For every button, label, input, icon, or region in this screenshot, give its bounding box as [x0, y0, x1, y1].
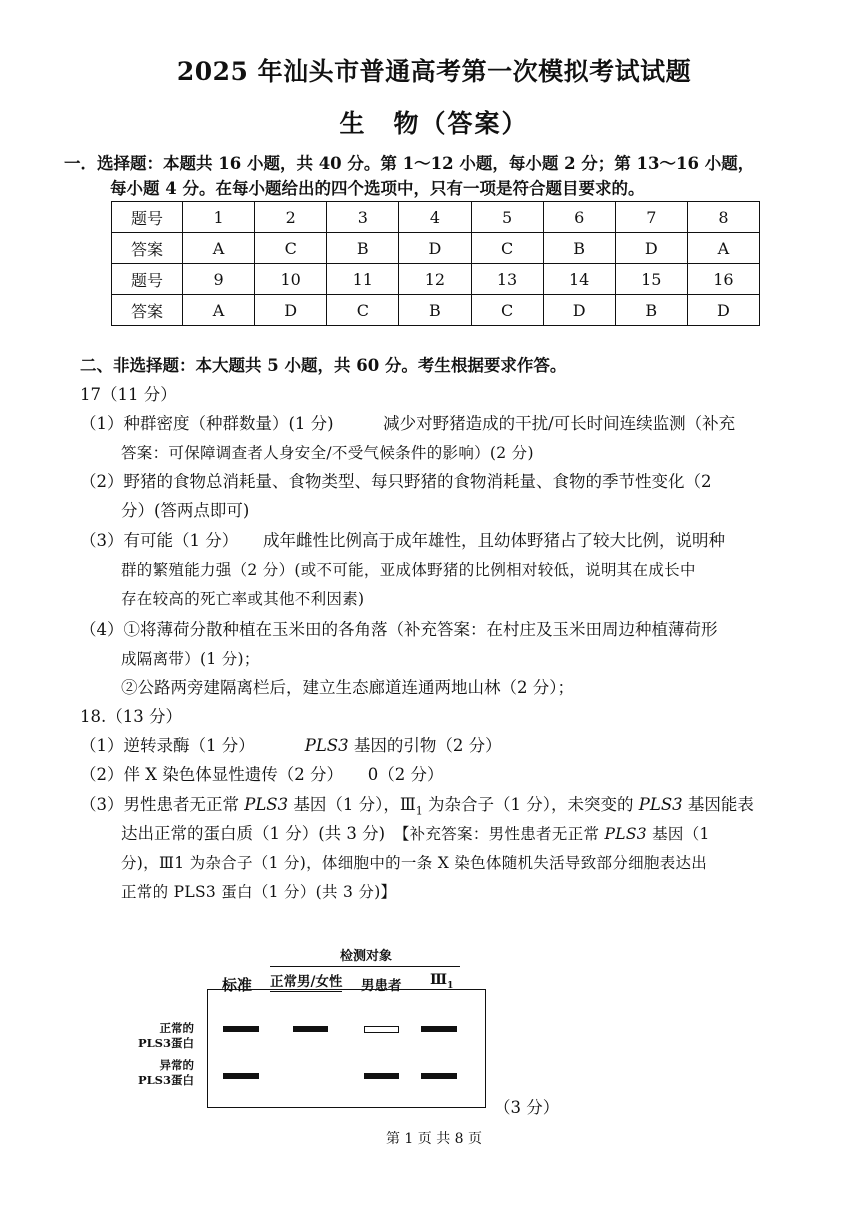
table-cell: D: [255, 295, 327, 326]
table-row: [112, 233, 760, 264]
table-cell: 8: [687, 202, 759, 233]
q18-heading: 18.（13 分）: [80, 707, 182, 726]
q18-gene-name: PLS3: [638, 795, 683, 814]
q18-answer-3b: [121, 823, 710, 845]
figure-header: 检测对象: [340, 949, 393, 964]
table-header-cell: 答案: [112, 295, 183, 326]
answer-table: [111, 201, 760, 326]
section1-line2: 每小题 4 分。在每小题给出的四个选项中，只有一项是符合题目要求的。: [110, 179, 645, 198]
q17-answer-1b: 答案：可保障调查者人身安全/不受气候条件的影响）(2 分): [121, 444, 534, 462]
column-iii1: [430, 972, 453, 991]
table-cell: C: [327, 295, 399, 326]
column-iii1-label: Ⅲ: [430, 972, 448, 988]
band-standard-normal: [223, 1026, 259, 1032]
q18-answer-2: （2）伴 X 染色体显性遗传（2 分） 0（2 分）: [80, 765, 444, 784]
table-cell: A: [183, 233, 255, 264]
table-cell: B: [327, 233, 399, 264]
row-label-abnormal-line2: PLS3蛋白: [137, 1073, 194, 1087]
table-cell: 10: [255, 264, 327, 295]
table-cell: D: [687, 295, 759, 326]
q18-text: 基因（1 分），Ⅲ: [288, 795, 416, 814]
row-label-normal-line2: PLS3蛋白: [137, 1036, 194, 1050]
table-cell: B: [615, 295, 687, 326]
table-row: [112, 264, 760, 295]
table-header-cell: 题号: [112, 264, 183, 295]
table-cell: D: [399, 233, 471, 264]
q18-text: （3）男性患者无正常: [80, 795, 245, 814]
band-patient-abnormal: [364, 1073, 399, 1079]
table-cell: C: [255, 233, 327, 264]
table-cell: 16: [687, 264, 759, 295]
table-cell: D: [615, 233, 687, 264]
q17-answer-3a: （3）有可能（1 分） 成年雌性比例高于成年雄性，且幼体野猪占了较大比例，说明种: [80, 531, 725, 550]
table-cell: 4: [399, 202, 471, 233]
q18-gene-name: PLS3: [604, 825, 647, 843]
table-cell: 6: [543, 202, 615, 233]
table-row: [112, 202, 760, 233]
table-cell: C: [471, 295, 543, 326]
band-iii1-normal: [421, 1026, 457, 1032]
q17-answer-3b: 群的繁殖能力强（2 分）(或不可能，亚成体野猪的比例相对较低，说明其在成长中: [121, 561, 696, 579]
table-cell: 13: [471, 264, 543, 295]
table-cell: 7: [615, 202, 687, 233]
section2-heading: 二、非选择题：本大题共 5 小题，共 60 分。考生根据要求作答。: [80, 356, 567, 375]
table-header-cell: 题号: [112, 202, 183, 233]
q18-gene-name: PLS3: [304, 736, 349, 755]
table-cell: C: [471, 233, 543, 264]
q18-text: 基因能表: [682, 795, 754, 814]
q17-heading: 17（11 分）: [80, 385, 177, 404]
row-label-abnormal-line1: 异常的: [159, 1058, 194, 1072]
gel-box: [207, 989, 486, 1108]
q17-answer-4b: 成隔离带）(1 分)；: [121, 650, 260, 668]
table-cell: 5: [471, 202, 543, 233]
q17-answer-1a: （1）种群密度（种群数量）(1 分) 减少对野猪造成的干扰/可长时间连续监测（补充: [80, 414, 736, 433]
table-cell: 1: [183, 202, 255, 233]
page-subtitle: 生 物（答案）: [339, 109, 529, 138]
table-cell: 15: [615, 264, 687, 295]
figure-header-underline: [270, 966, 460, 967]
section1-line1: 一．选择题：本题共 16 小题，共 40 分。第 1～12 小题，每小题 2 分；第 13～16 小题，: [64, 154, 755, 173]
q17-answer-2a: （2）野猪的食物总消耗量、食物类型、每只野猪的食物消耗量、食物的季节性变化（2: [80, 472, 712, 491]
band-standard-abnormal: [223, 1073, 259, 1079]
column-standard: 标准: [222, 976, 253, 994]
table-cell: 2: [255, 202, 327, 233]
q18-answer-1-post: 基因的引物（2 分）: [348, 736, 502, 755]
column-iii1-subscript: 1: [447, 980, 454, 991]
table-cell: A: [183, 295, 255, 326]
q17-answer-3c: 存在较高的死亡率或其他不利因素): [121, 590, 365, 608]
table-cell: 14: [543, 264, 615, 295]
q18-answer-3c: 分)，Ⅲ1 为杂合子（1 分)，体细胞中的一条 X 染色体随机失活导致部分细胞表达出: [121, 854, 708, 872]
q18-answer-3a: [80, 794, 754, 822]
band-normal-person-normal: [293, 1026, 328, 1032]
table-cell: D: [543, 295, 615, 326]
q18-subscript: 1: [415, 804, 423, 818]
column-patient: 男患者: [361, 978, 402, 994]
q18-text: 达出正常的蛋白质（1 分）(共 3 分): [121, 824, 402, 843]
figure-score: （3 分）: [494, 1098, 560, 1117]
table-cell: 3: [327, 202, 399, 233]
row-label-normal: [132, 1021, 194, 1051]
q18-text: 为杂合子（1 分），未突变的: [422, 795, 639, 814]
q17-answer-4c: ②公路两旁建隔离栏后，建立生态廊道连通两地山林（2 分）；: [121, 678, 574, 697]
q17-answer-4a: （4）①将薄荷分散种植在玉米田的各角落（补充答案：在村庄及玉米田周边种植薄荷形: [80, 620, 718, 639]
table-cell: 12: [399, 264, 471, 295]
page-title: 2025 年汕头市普通高考第一次模拟考试试题: [176, 57, 692, 86]
table-cell: 11: [327, 264, 399, 295]
table-cell: 9: [183, 264, 255, 295]
q17-answer-2b: 分）(答两点即可): [121, 501, 250, 520]
table-header-cell: 答案: [112, 233, 183, 264]
band-iii1-abnormal: [421, 1073, 457, 1079]
page-footer: 第 1 页 共 8 页: [385, 1131, 483, 1147]
band-patient-normal-faint: [364, 1026, 399, 1033]
table-cell: B: [399, 295, 471, 326]
q18-gene-name: PLS3: [244, 795, 289, 814]
row-label-abnormal: [132, 1058, 194, 1088]
q18-text: 【补充答案：男性患者无正常: [401, 825, 605, 843]
table-row: [112, 295, 760, 326]
q18-answer-1: [80, 735, 502, 757]
table-cell: A: [687, 233, 759, 264]
column-normal: 正常男/女性: [270, 974, 343, 990]
q18-answer-3d: 正常的 PLS3 蛋白（1 分）(共 3 分)】: [121, 883, 397, 901]
q18-text: 基因（1: [646, 825, 710, 843]
q18-answer-1-pre: （1）逆转录酶（1 分）: [80, 736, 255, 755]
table-cell: B: [543, 233, 615, 264]
row-label-normal-line1: 正常的: [159, 1021, 194, 1035]
